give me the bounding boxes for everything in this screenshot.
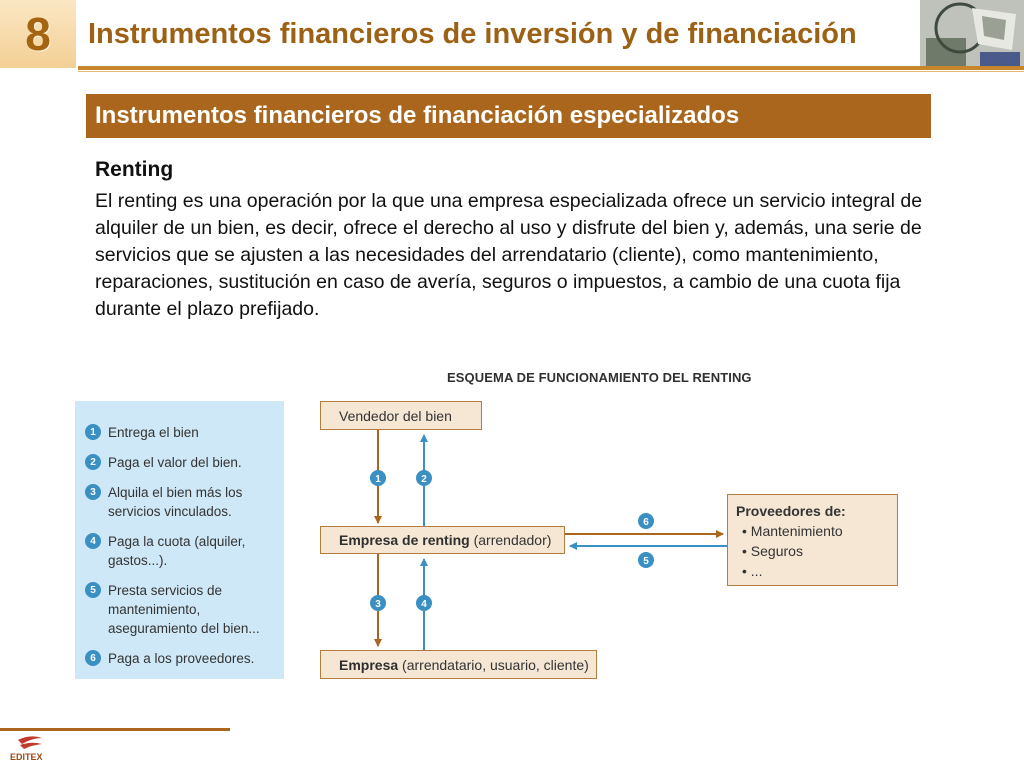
- svg-text:4: 4: [421, 599, 427, 610]
- number-badge-5: 5: [85, 582, 101, 598]
- svg-text:5: 5: [643, 556, 649, 567]
- arrow-label-3: [370, 595, 386, 611]
- number-badge-1: 1: [85, 424, 101, 440]
- scheme-title: ESQUEMA DE FUNCIONAMIENTO DEL RENTING: [447, 370, 752, 385]
- vendedor-label: Vendedor del bien: [339, 407, 452, 424]
- number-badge-6: 6: [85, 650, 101, 666]
- proveedor-item: • Mantenimiento: [742, 523, 843, 539]
- legend-text: Entrega el bien: [108, 425, 199, 440]
- arrow-label-5: [638, 552, 654, 568]
- svg-text:1: 1: [375, 474, 381, 485]
- client-company-box: [320, 650, 597, 679]
- arrow-label-4: [416, 595, 432, 611]
- page-title: Instrumentos financieros de inversión y de financiación: [88, 18, 857, 50]
- renting-paragraph: El renting es una operación por la que una empresa especializada ofrece un servicio integral de alquiler de un bien, es decir, ofrece el derecho al uso y disfrute del bien y, además, una serie de servicios que se ajusten a las necesidades del arrendatario (cliente), como mantenimiento, reparaciones, sustitución en caso de avería, seguros o impuestos, a cambio de una cuota fija durante el plazo prefijado.: [95, 190, 923, 320]
- chapter-number: 8: [0, 0, 76, 68]
- legend-text: Paga el valor del bien.: [108, 455, 242, 470]
- vendedor-box: [320, 401, 482, 430]
- legend-text: Paga la cuota (alquiler, gastos...).: [108, 534, 246, 568]
- legend-text: Presta servicios de mantenimiento, aseguramiento del bien...: [108, 583, 260, 636]
- proveedores-title: Proveedores de:: [736, 503, 846, 519]
- arrow-label-2: [416, 470, 432, 486]
- number-badge-4: 4: [85, 533, 101, 549]
- proveedores-box: [727, 494, 898, 586]
- arrow-label-6: [638, 513, 654, 529]
- client-company-role: (arrendatario, usuario, cliente): [398, 656, 589, 673]
- client-company-label: Empresa: [339, 656, 399, 673]
- legend-text: Alquila el bien más los servicios vinculados.: [108, 485, 243, 519]
- svg-text:6: 6: [643, 517, 649, 528]
- renting-company-label: Empresa de renting: [339, 532, 470, 548]
- section-banner: Instrumentos financieros de financiación especializados: [86, 94, 931, 138]
- renting-company-role: (arrendador): [469, 532, 552, 548]
- renting-heading: Renting: [95, 158, 174, 181]
- number-badge-2: 2: [85, 454, 101, 470]
- arrow-label-1: [370, 470, 386, 486]
- editex-logo-text: EDITEX: [10, 752, 43, 762]
- footer-rule: [0, 728, 230, 731]
- svg-text:2: 2: [421, 474, 427, 485]
- number-badge-3: 3: [85, 484, 101, 500]
- proveedor-item: • ...: [742, 563, 763, 579]
- proveedor-item: • Seguros: [742, 543, 803, 559]
- legend-text: Paga a los proveedores.: [108, 651, 255, 666]
- svg-text:3: 3: [375, 599, 381, 610]
- renting-company-box: [320, 526, 565, 554]
